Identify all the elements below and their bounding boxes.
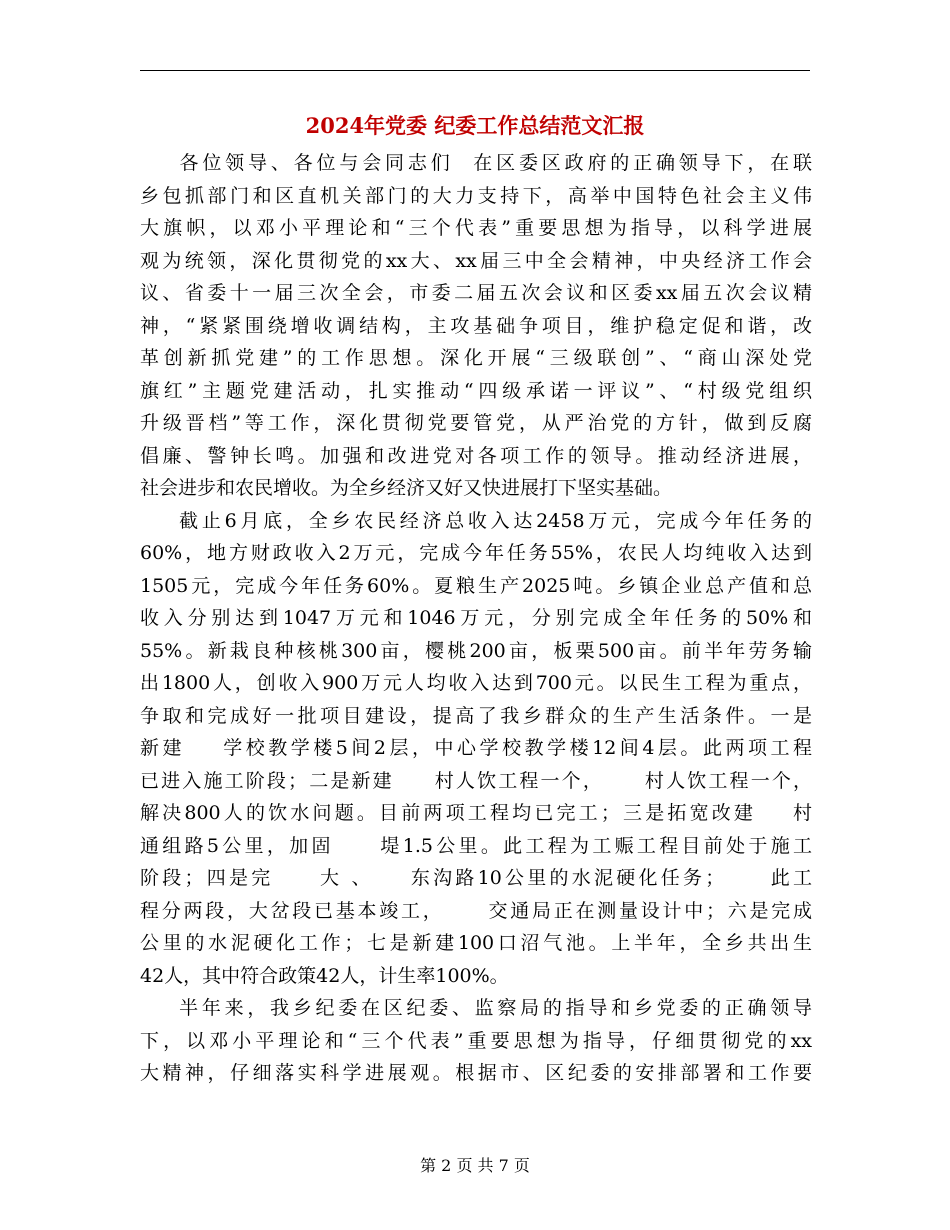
text-line: 倡廉、警钟长鸣。加强和改进党对各项工作的领导。推动经济进展，	[140, 444, 812, 467]
page-footer: 第 2 页 共 7 页	[420, 1156, 530, 1175]
text-line: 神，“紧紧围绕增收调结构，主攻基础争项目，维护稳定促和谐，改	[140, 314, 812, 337]
text-line: 通组路5公里，加固 堤1.5公里。此工程为工赈工程目前处于施工	[140, 834, 812, 857]
text-line: 42人，其中符合政策42人，计生率100%。	[140, 964, 509, 987]
document-body	[140, 147, 812, 1090]
text-line: 大旗帜，以邓小平理论和“三个代表”重要思想为指导，以科学进展	[140, 217, 812, 239]
text-line: 社会进步和农民增收。为全乡经济又好又快进展打下坚实基础。	[140, 477, 673, 499]
text-line: 新建 学校教学楼5间2层，中心学校教学楼12间4层。此两项工程	[140, 737, 812, 759]
text-line: 阶段；四是完 大 、 东沟路10公里的水泥硬化任务； 此工	[140, 867, 812, 889]
text-line: 下，以邓小平理论和“三个代表”重要思想为指导，仔细贯彻党的xx	[140, 1029, 812, 1052]
text-line: 已进入施工阶段；二是新建 村人饮工程一个， 村人饮工程一个，	[140, 769, 812, 792]
text-line: 旗红”主题党建活动，扎实推动“四级承诺一评议”、“村级党组织	[140, 379, 812, 402]
text-line: 程分两段，大岔段已基本竣工， 交通局正在测量设计中；六是完成	[140, 899, 812, 922]
text-line: 大精神，仔细落实科学进展观。根据市、区纪委的安排部署和工作要	[140, 1062, 812, 1084]
text-line: 升级晋档”等工作，深化贯彻党要管党，从严治党的方针，做到反腐	[140, 412, 812, 434]
text-line: 乡包抓部门和区直机关部门的大力支持下，高举中国特色社会主义伟	[140, 184, 812, 207]
paragraph-3	[140, 992, 812, 1090]
paragraph-1	[140, 147, 812, 505]
text-line: 截止6月底，全乡农民经济总收入达2458万元，完成今年任务的	[140, 509, 812, 532]
text-line: 1505元，完成今年任务60%。夏粮生产2025吨。乡镇企业总产值和总	[140, 574, 812, 597]
text-line: 革创新抓党建”的工作思想。深化开展“三级联创”、“商山深处党	[140, 347, 812, 369]
text-line: 半年来，我乡纪委在区纪委、监察局的指导和乡党委的正确领导	[140, 997, 812, 1019]
text-line: 收入分别达到1047万元和1046万元，分别完成全年任务的50%和	[140, 607, 812, 629]
text-line: 议、省委十一届三次全会，市委二届五次会议和区委xx届五次会议精	[140, 282, 812, 304]
top-rule	[140, 70, 810, 71]
text-line: 各位领导、各位与会同志们 在区委区政府的正确领导下，在联	[140, 152, 812, 174]
text-line: 60%，地方财政收入2万元，完成今年任务55%，农民人均纯收入达到	[140, 542, 812, 564]
text-line: 争取和完成好一批项目建设，提高了我乡群众的生产生活条件。一是	[140, 704, 812, 727]
text-line: 观为统领，深化贯彻党的xx大、xx届三中全会精神，中央经济工作会	[140, 249, 812, 272]
text-line: 出1800人，创收入900万元人均收入达到700元。以民生工程为重点，	[140, 672, 812, 694]
paragraph-2	[140, 505, 812, 993]
text-line: 公里的水泥硬化工作；七是新建100口沼气池。上半年，全乡共出生	[140, 932, 812, 954]
text-line: 55%。新栽良种核桃300亩，樱桃200亩，板栗500亩。前半年劳务输	[140, 639, 812, 662]
text-line: 解决800人的饮水问题。目前两项工程均已完工；三是拓宽改建 村	[140, 802, 812, 824]
document-title: 2024年党委 纪委工作总结范文汇报	[305, 113, 645, 138]
